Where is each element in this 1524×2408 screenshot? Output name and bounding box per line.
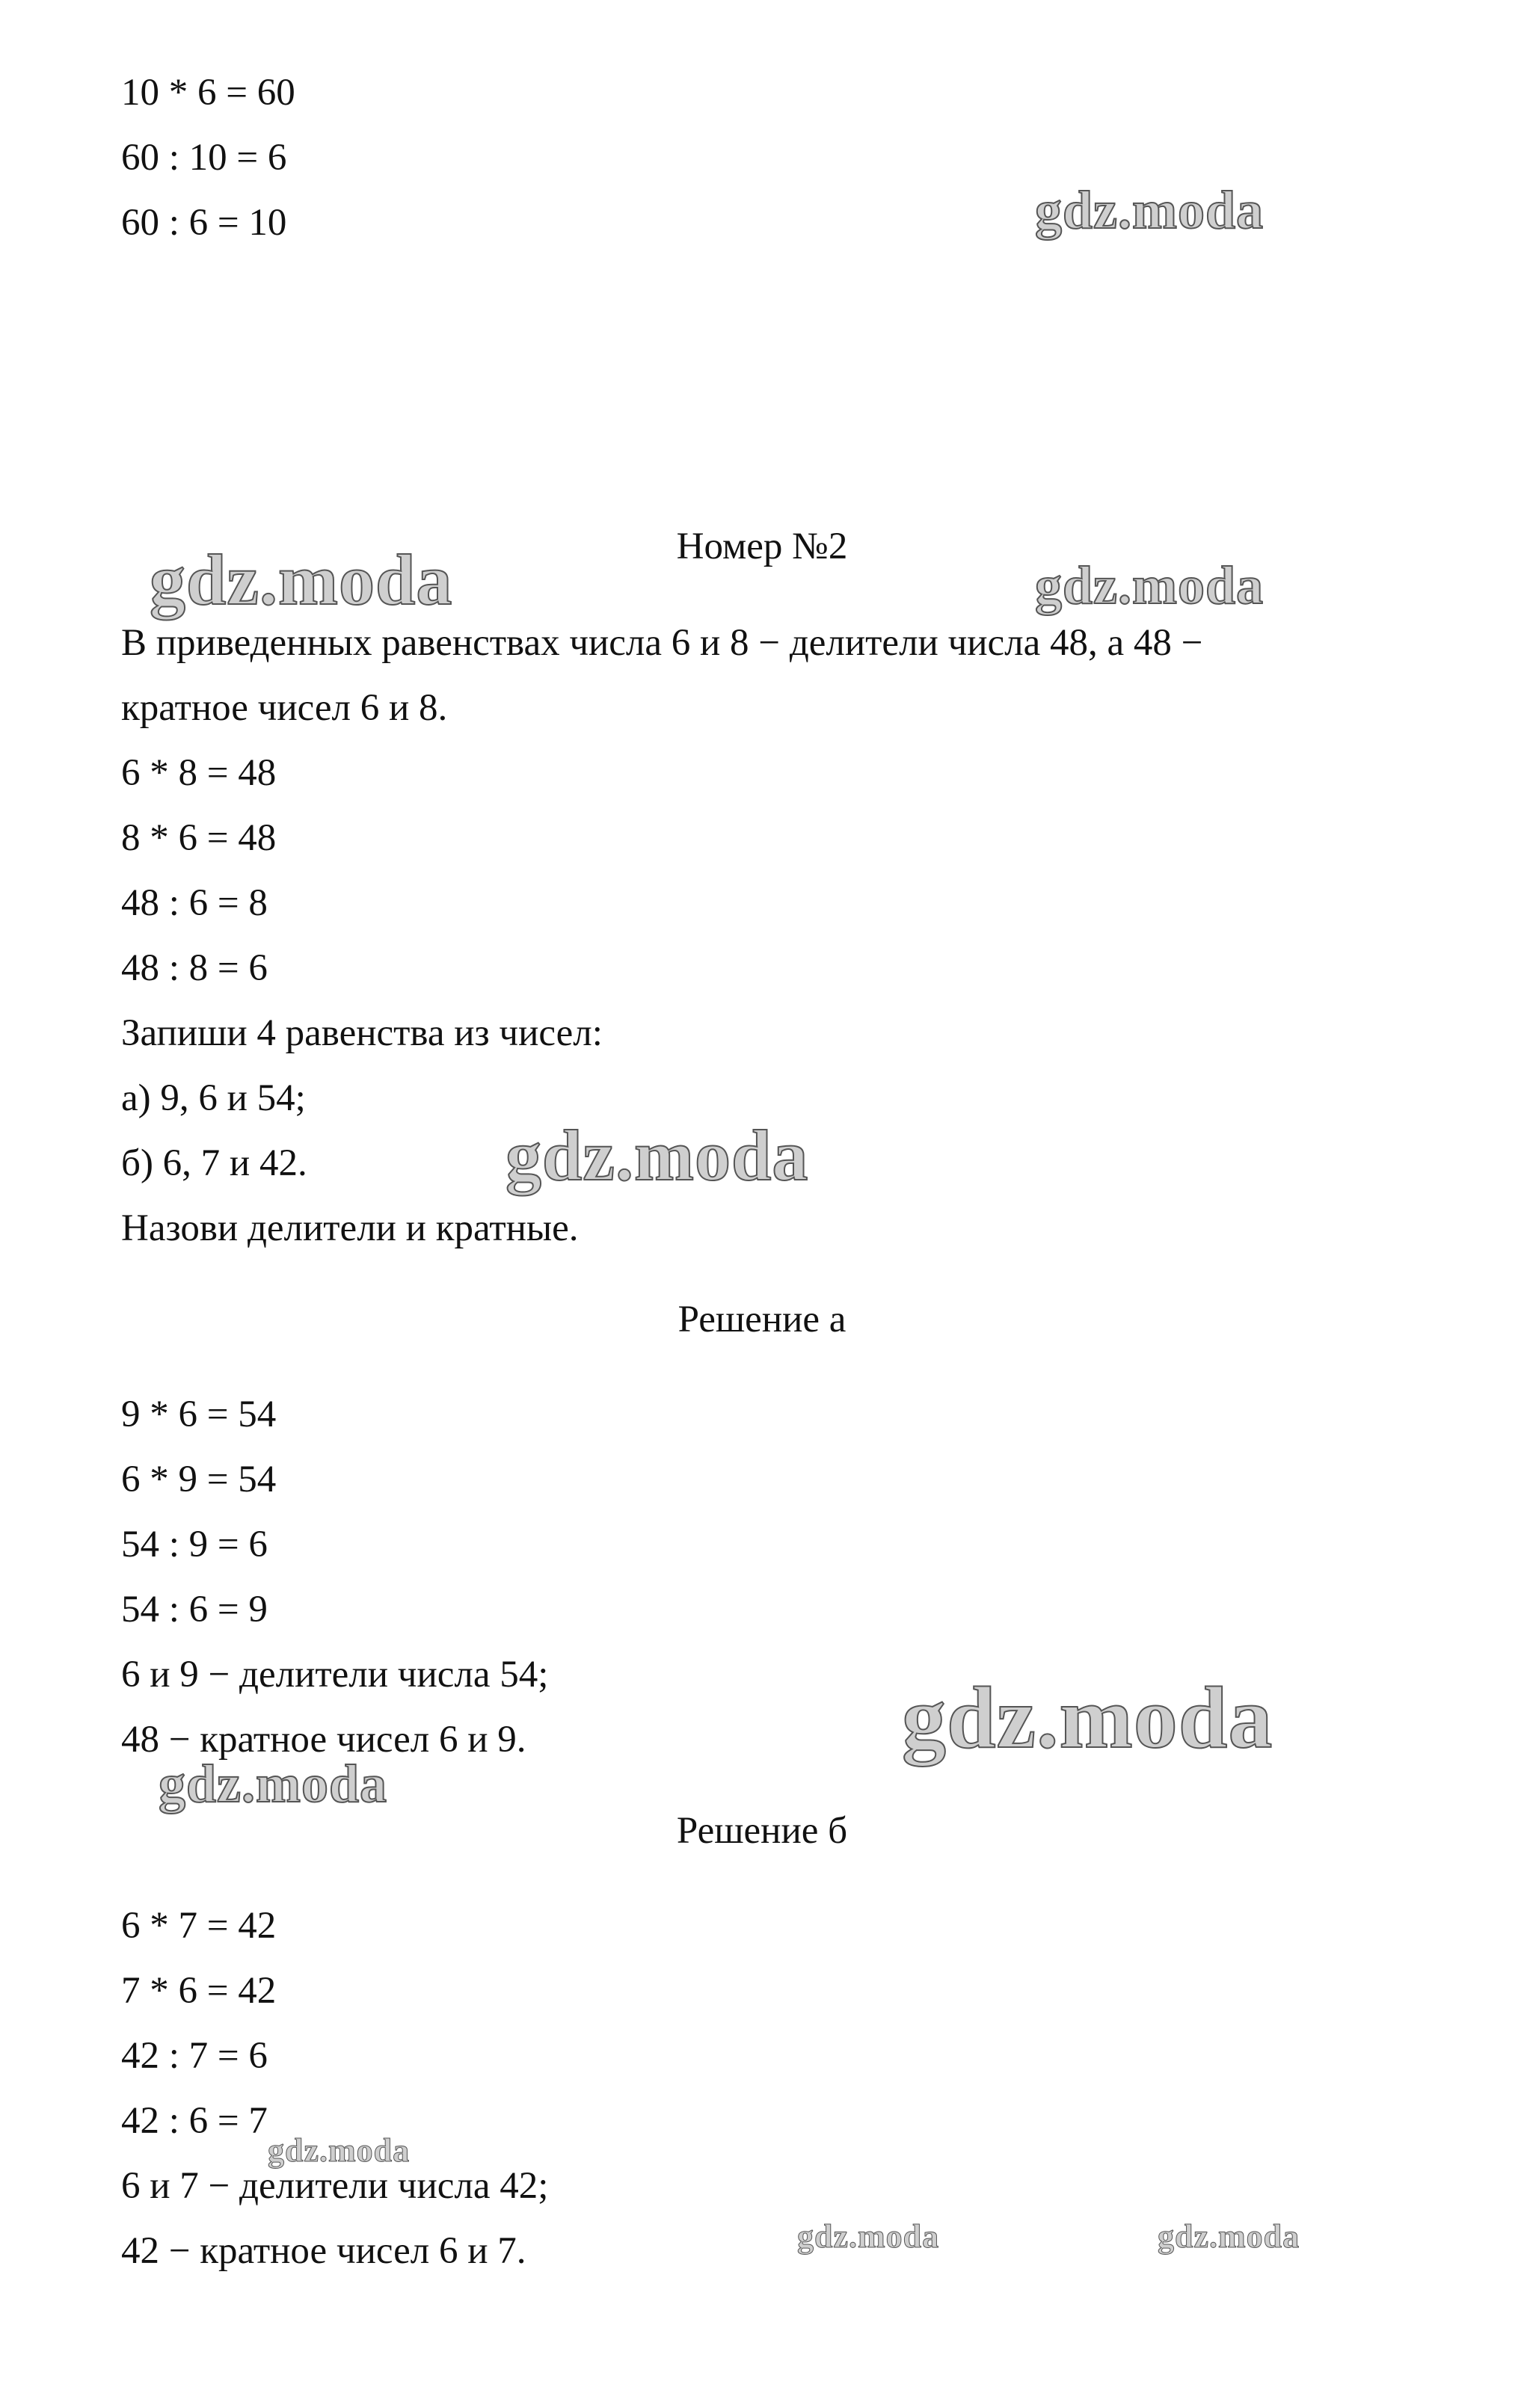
task-intro: В приведенных равенствах числа 6 и 8 − делители числа 48, а 48 − — [121, 622, 1203, 664]
solution-b-line: 42 : 7 = 6 — [121, 2035, 268, 2077]
solution-a-line: 6 * 9 = 54 — [121, 1459, 277, 1500]
watermark: gdz.moda — [1035, 180, 1265, 240]
task-option-b: б) 6, 7 и 42. — [121, 1142, 307, 1184]
solution-a-line: 9 * 6 = 54 — [121, 1394, 277, 1435]
task-title: Номер №2 — [676, 526, 848, 567]
solution-b-line: 6 и 7 − делители числа 42; — [121, 2165, 549, 2207]
watermark: gdz.moda — [797, 2218, 940, 2255]
watermark: gdz.moda — [1035, 555, 1265, 615]
equation-line: 60 : 10 = 6 — [121, 137, 287, 179]
watermark: gdz.moda — [268, 2132, 411, 2169]
task-option-a: а) 9, 6 и 54; — [121, 1077, 306, 1119]
solution-a-line: 54 : 6 = 9 — [121, 1589, 268, 1631]
task-question: Назови делители и кратные. — [121, 1207, 579, 1249]
watermark: gdz.moda — [159, 1754, 388, 1814]
solution-a-line: 48 − кратное чисел 6 и 9. — [121, 1719, 526, 1761]
watermark: gdz.moda — [506, 1115, 809, 1195]
example-equation: 48 : 6 = 8 — [121, 882, 268, 924]
solution-b-line: 42 − кратное чисел 6 и 7. — [121, 2230, 526, 2272]
solution-b-title: Решение б — [676, 1810, 848, 1852]
equation-line: 60 : 6 = 10 — [121, 202, 287, 244]
solution-b-line: 6 * 7 = 42 — [121, 1905, 277, 1947]
equation-line: 10 * 6 = 60 — [121, 72, 295, 114]
task-intro: кратное чисел 6 и 8. — [121, 687, 448, 729]
task-prompt: Запиши 4 равенства из чисел: — [121, 1012, 603, 1054]
example-equation: 48 : 8 = 6 — [121, 947, 268, 989]
solution-b-line: 42 : 6 = 7 — [121, 2100, 268, 2142]
solution-a-line: 54 : 9 = 6 — [121, 1524, 268, 1565]
example-equation: 6 * 8 = 48 — [121, 752, 277, 794]
watermark: gdz.moda — [150, 540, 453, 620]
watermark: gdz.moda — [1158, 2218, 1300, 2255]
solution-a-line: 6 и 9 − делители числа 54; — [121, 1654, 549, 1696]
watermark: gdz.moda — [902, 1669, 1273, 1767]
example-equation: 8 * 6 = 48 — [121, 817, 277, 859]
solution-b-line: 7 * 6 = 42 — [121, 1970, 277, 2012]
solution-a-title: Решение а — [677, 1299, 847, 1340]
